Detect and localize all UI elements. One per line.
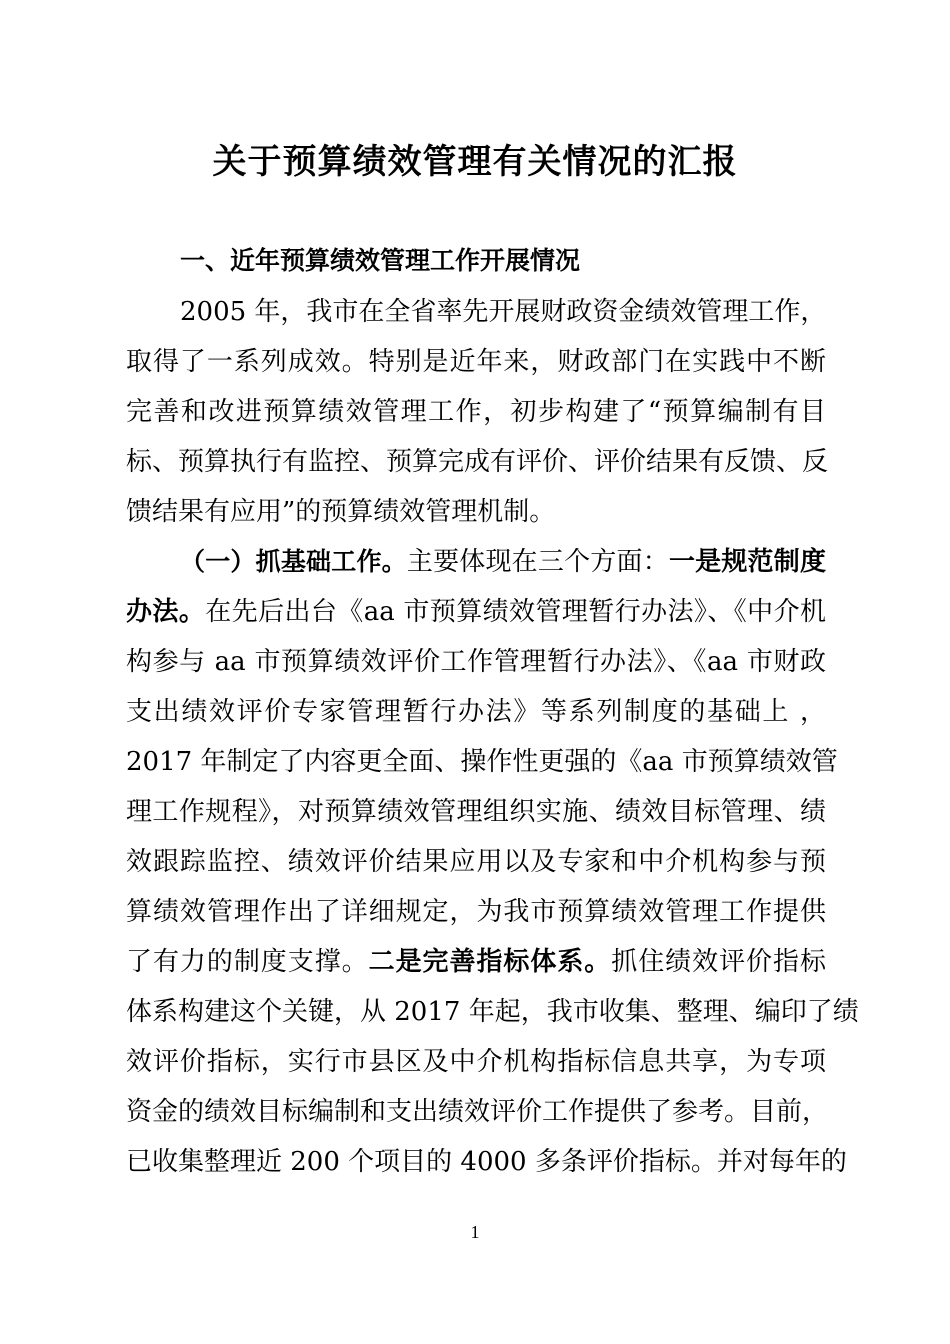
emphasis-text: 办法。 (126, 597, 206, 627)
paragraph-line: 已收集整理近 200 个项目的 4000 多条评价指标。并对每年的 (126, 1147, 847, 1177)
paragraph-text: 抓住绩效评价指标 (611, 947, 826, 977)
paragraph-line: 2005 年，我市在全省率先开展财政资金绩效管理工作， (180, 297, 827, 327)
paragraph-line: 效评价指标，实行市县区及中介机构指标信息共享，为专项 (126, 1047, 826, 1077)
emphasis-text: 二是完善指标体系。 (368, 947, 612, 977)
paragraph-line (126, 587, 826, 637)
paragraph-line (126, 937, 826, 987)
paragraph-text: 了有力的制度支撑。 (126, 947, 369, 977)
paragraph-line: 取得了一系列成效。特别是近年来，财政部门在实践中不断 (126, 347, 826, 377)
paragraph-line: 构参与 aa 市预算绩效评价工作管理暂行办法》、《aa 市财政 (126, 647, 826, 677)
page-number: 1 (470, 1222, 480, 1242)
paragraph-line (180, 537, 826, 587)
paragraph-line: 理工作规程》，对预算绩效管理组织实施、绩效目标管理、绩 (126, 797, 826, 827)
subheading-bold: （一）抓基础工作。 (180, 547, 407, 576)
paragraph-text: 在先后出台《aa 市预算绩效管理暂行办法》、《中介机 (205, 597, 826, 627)
paragraph-line: 效跟踪监控、绩效评价结果应用以及专家和中介机构参与预 (126, 847, 826, 877)
section-heading: 一、近年预算绩效管理工作开展情况 (180, 246, 581, 275)
paragraph-line: 支出绩效评价专家管理暂行办法》等系列制度的基础上 ， (126, 697, 826, 727)
paragraph-line: 资金的绩效目标编制和支出绩效评价工作提供了参考。目前， (126, 1097, 829, 1127)
paragraph-line: 标、预算执行有监控、预算完成有评价、评价结果有反馈、反 (126, 447, 829, 477)
paragraph-line: 算绩效管理作出了详细规定，为我市预算绩效管理工作提供 (126, 897, 826, 927)
document-title: 关于预算绩效管理有关情况的汇报 (212, 142, 738, 182)
paragraph-line: 完善和改进预算绩效管理工作，初步构建了“预算编制有目 (126, 397, 826, 427)
paragraph-line: 2017 年制定了内容更全面、操作性更强的《aa 市预算绩效管 (126, 747, 838, 777)
paragraph-line: 馈结果有应用”的预算绩效管理机制。 (126, 497, 556, 527)
emphasis-text: 一是规范制度 (668, 547, 826, 577)
paragraph-text: 主要体现在三个方面： (406, 547, 669, 577)
paragraph-line: 体系构建这个关键，从 2017 年起，我市收集、整理、编印了绩 (126, 997, 859, 1027)
